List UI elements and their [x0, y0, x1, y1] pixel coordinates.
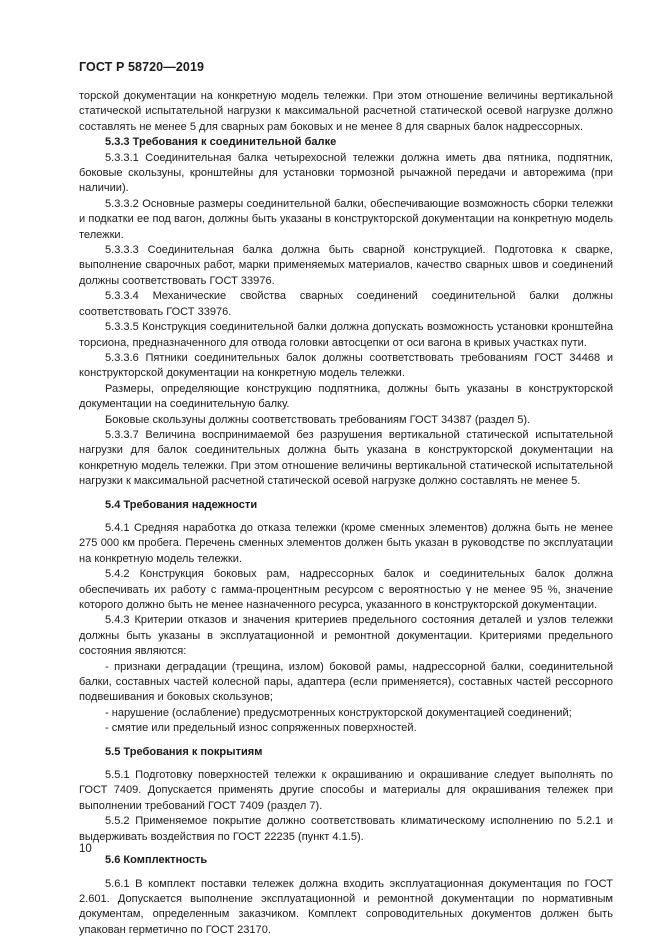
paragraph-5-5-2: 5.5.2 Применяемое покрытие должно соответствовать климатическому исполнению по 5.2.1 и выдерживать воздействия по ГОСТ 22235 (пункт 4.1.5).: [79, 814, 613, 845]
paragraph-5-3-3-3: 5.3.3.3 Соединительная балка должна быть сварной конструкцией. Подготовка к сварке, выполнение сварочных работ, марки применяемых материалов, качество сварных швов и соединений должны соответствовать ГОСТ 33976.: [79, 243, 613, 289]
section-heading-5-5: 5.5 Требования к покрытиям: [79, 745, 613, 760]
paragraph-5-3-3-7: 5.3.3.7 Величина воспринимаемой без разрушения вертикальной статической испытательной нагрузки для балок соединительных должна быть указана в конструкторской документации на конкретную модель тележки. При этом отношение величины вертикальной статической испытательной нагрузки к максимальной расчетной статической осевой нагрузке должно составлять не менее 5.: [79, 428, 613, 490]
paragraph-5-3-3-5: 5.3.3.5 Конструкция соединительной балки должна допускать возможность установки кронштейна торсиона, предназначенного для отвода головки автосцепки от оси вагона в кривых участках пути.: [79, 320, 613, 351]
paragraph-5-6-1: 5.6.1 В комплект поставки тележек должна входить эксплуатационная документация по ГОСТ 2.601. Допускается выполнение эксплуатационной и ремонтной документации по нормативным документам, определенным заказчиком. Комплект сопроводительных документов должен быть упакован герметично по ГОСТ 23170.: [79, 877, 613, 938]
list-item-degradation: - признаки деградации (трещина, излом) боковой рамы, надрессорной балки, соединительной балки, составных частей колесной пары, адаптера (если применяется), составных частей рессорного подвешивания и боковых скользунов;: [79, 660, 613, 706]
paragraph-5-3-3-4: 5.3.3.4 Механические свойства сварных соединений соединительной балки должны соответствовать ГОСТ 33976.: [79, 289, 613, 320]
list-item-connection-failure: - нарушение (ослабление) предусмотренных конструкторской документацией соединений;: [79, 706, 613, 721]
subsection-heading-5-3-3: 5.3.3 Требования к соединительной балке: [79, 135, 613, 150]
paragraph-5-3-3-2: 5.3.3.2 Основные размеры соединительной балки, обеспечивающие возможность сборки тележки и подкатки ее под вагон, должны быть указаны в конструкторской документации на конкретную модель тележки.: [79, 197, 613, 243]
section-heading-5-6: 5.6 Комплектность: [79, 853, 613, 868]
paragraph-5-4-1: 5.4.1 Средняя наработка до отказа тележки (кроме сменных элементов) должна быть не менее 275 000 км пробега. Перечень сменных элементов должен быть указан в руководстве по эксплуатации на конкретную модель тележки.: [79, 521, 613, 567]
paragraph-5-5-1: 5.5.1 Подготовку поверхностей тележки к окрашиванию и окрашивание следует выполнять по ГОСТ 7409. Допускается применять другие способы и материалы для окрашивания тележек при выполнении требований ГОСТ 7409 (раздел 7).: [79, 768, 613, 814]
paragraph-5-3-3-6: 5.3.3.6 Пятники соединительных балок должны соответствовать требованиям ГОСТ 34468 и конструкторской документации на конкретную модель тележки.: [79, 351, 613, 382]
paragraph-5-4-2: 5.4.2 Конструкция боковых рам, надрессорных балок и соединительных балок должна обеспечивать их работу с гамма-процентным ресурсом с вероятностью γ не менее 95 %, значение которого должно быть не менее назначенного ресурса, указанного в конструкторской документации.: [79, 567, 613, 613]
paragraph-5-4-3: 5.4.3 Критерии отказов и значения критериев предельного состояния деталей и узлов тележки должны быть указаны в эксплуатационной и ремонтной документации. Критериями предельного состояния являются:: [79, 613, 613, 659]
document-header: ГОСТ Р 58720—2019: [79, 60, 204, 74]
page-number: 10: [79, 843, 92, 855]
paragraph-side-bearings: Боковые скользуны должны соответствовать требованиям ГОСТ 34387 (раздел 5).: [79, 413, 613, 428]
paragraph-5-3-3-1: 5.3.3.1 Соединительная балка четырехосной тележки должна иметь два пятника, подпятник, боковые скользуны, кронштейны для установки тормозной рычажной передачи и авторежима (при наличии).: [79, 151, 613, 197]
paragraph-continuation: торской документации на конкретную модель тележки. При этом отношение величины вертикальной статической испытательной нагрузки к максимальной расчетной статической осевой нагрузке должно составлять не менее 5 для сварных рам боковых и не менее 8 для сварных балок надрессорных.: [79, 89, 613, 135]
section-heading-5-4: 5.4 Требования надежности: [79, 498, 613, 513]
page-body: [79, 89, 613, 938]
paragraph-podpyatnik-sizes: Размеры, определяющие конструкцию подпятника, должны быть указаны в конструкторской документации на соединительную балку.: [79, 382, 613, 413]
list-item-wear: - смятие или предельный износ сопряженных поверхностей.: [79, 721, 613, 736]
